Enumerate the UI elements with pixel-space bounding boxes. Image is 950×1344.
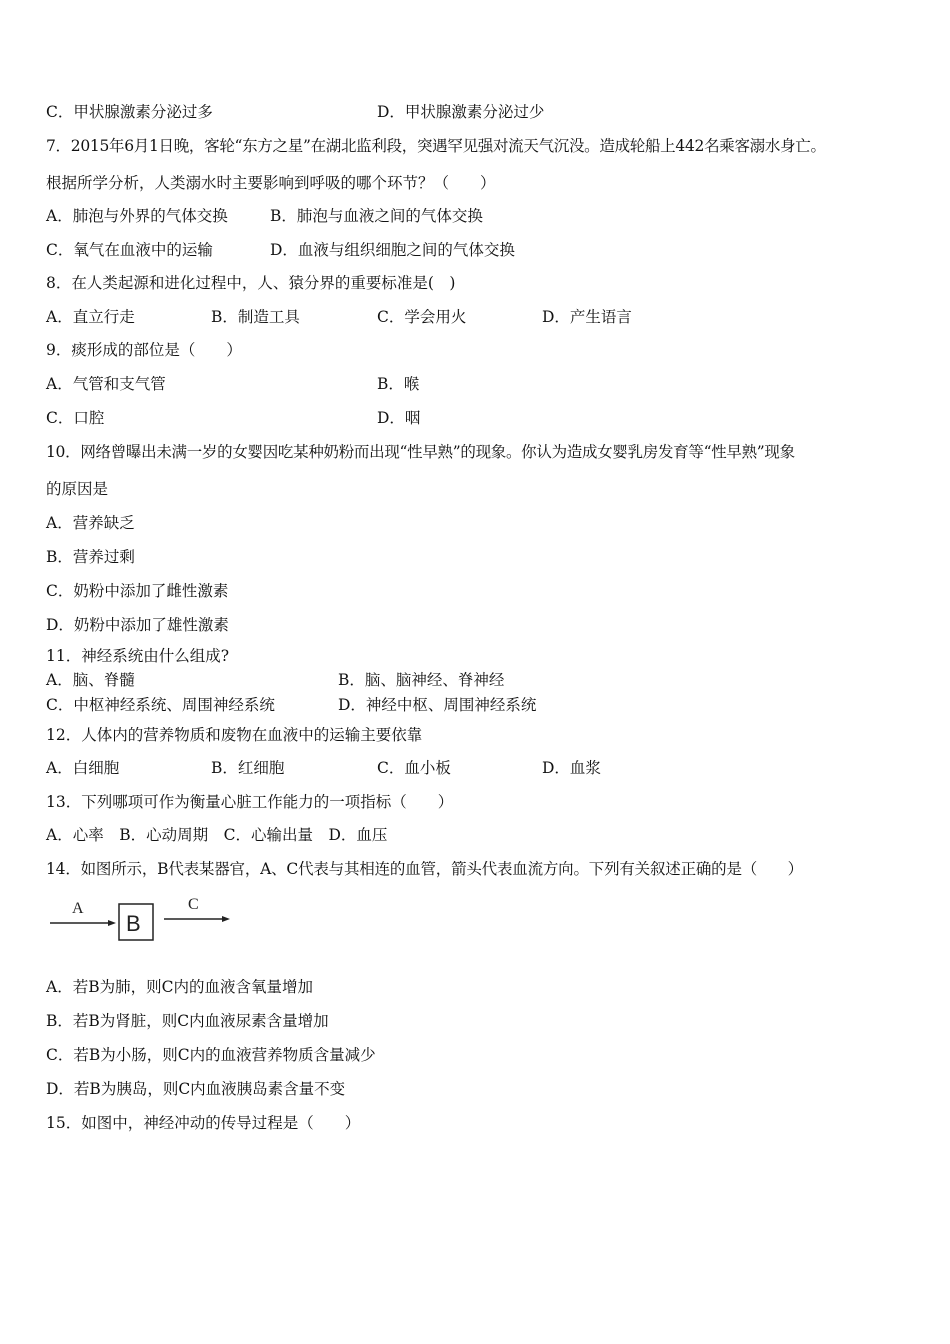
q8-option-b: B．制造工具	[211, 308, 300, 326]
q10-stem-line2: 的原因是	[46, 480, 109, 498]
q9-option-a: A．气管和支气管	[46, 375, 166, 393]
q7-option-d: D．血液与组织细胞之间的气体交换	[270, 241, 515, 259]
q14-option-b: B．若B为肾脏，则C内血液尿素含量增加	[46, 1012, 329, 1030]
q14-stem: 14．如图所示，B代表某器官，A、C代表与其相连的血管，箭头代表血流方向。下列有关叙述正确的是（ ）	[46, 860, 803, 878]
q7-option-c: C．氧气在血液中的运输	[46, 241, 213, 259]
q15-stem: 15．如图中，神经冲动的传导过程是（ ）	[46, 1114, 361, 1132]
q14-option-d: D．若B为胰岛，则C内血液胰岛素含量不变	[46, 1080, 346, 1098]
q13-stem: 13．下列哪项可作为衡量心脏工作能力的一项指标（ ）	[46, 793, 454, 811]
q12-option-d: D．血浆	[542, 759, 601, 777]
q12-stem: 12．人体内的营养物质和废物在血液中的运输主要依靠	[46, 726, 423, 744]
vessel-c-label: C	[188, 896, 199, 913]
q9-stem: 9．痰形成的部位是（ ）	[46, 341, 242, 359]
q12-option-b: B．红细胞	[211, 759, 285, 777]
organ-b-label: B	[126, 911, 141, 936]
q8-option-a: A．直立行走	[46, 308, 135, 326]
q7-option-b: B．肺泡与血液之间的气体交换	[270, 207, 483, 225]
vessel-c-arrowhead	[222, 916, 230, 922]
q12-option-a: A．白细胞	[46, 759, 120, 777]
q10-stem-line1: 10．网络曾曝出未满一岁的女婴因吃某种奶粉而出现“性早熟”的现象。你认为造成女婴乳房发育等“性早熟”现象	[46, 443, 795, 461]
blood-flow-diagram	[46, 893, 246, 945]
q10-option-d: D．奶粉中添加了雄性激素	[46, 616, 229, 634]
q7-stem-line1: 7．2015年6月1日晚，客轮“东方之星”在湖北监利段，突遇罕见强对流天气沉没。造成轮船上442名乘客溺水身亡。	[46, 137, 826, 155]
vessel-a-arrowhead	[108, 920, 116, 926]
q10-option-c: C．奶粉中添加了雌性激素	[46, 582, 229, 600]
blood-flow-svg	[46, 893, 246, 945]
q7-stem-line2: 根据所学分析，人类溺水时主要影响到呼吸的哪个环节？（ ）	[46, 174, 496, 192]
q10-option-b: B．营养过剩	[46, 548, 135, 566]
q11-option-c: C．中枢神经系统、周围神经系统	[46, 696, 275, 714]
vessel-a-label: A	[72, 900, 84, 917]
q11-stem: 11．神经系统由什么组成?	[46, 647, 230, 665]
q11-option-a: A．脑、脊髓	[46, 671, 135, 689]
q13-options: A．心率 B．心动周期 C．心输出量 D．血压	[46, 826, 388, 844]
q14-option-c: C．若B为小肠，则C内的血液营养物质含量减少	[46, 1046, 376, 1064]
q9-option-c: C．口腔	[46, 409, 105, 427]
q6-option-d: D．甲状腺激素分泌过少	[377, 103, 545, 121]
q9-option-d: D．咽	[377, 409, 421, 427]
q8-stem: 8．在人类起源和进化过程中，人、猿分界的重要标准是( )	[46, 274, 456, 292]
q11-option-d: D．神经中枢、周围神经系统	[338, 696, 537, 714]
q12-option-c: C．血小板	[377, 759, 451, 777]
q8-option-c: C．学会用火	[377, 308, 467, 326]
q8-option-d: D．产生语言	[542, 308, 632, 326]
q11-option-b: B．脑、脑神经、脊神经	[338, 671, 505, 689]
q9-option-b: B．喉	[377, 375, 420, 393]
q14-option-a: A．若B为肺，则C内的血液含氧量增加	[46, 978, 313, 996]
q7-option-a: A．肺泡与外界的气体交换	[46, 207, 228, 225]
q10-option-a: A．营养缺乏	[46, 514, 135, 532]
q6-option-c: C．甲状腺激素分泌过多	[46, 103, 213, 121]
